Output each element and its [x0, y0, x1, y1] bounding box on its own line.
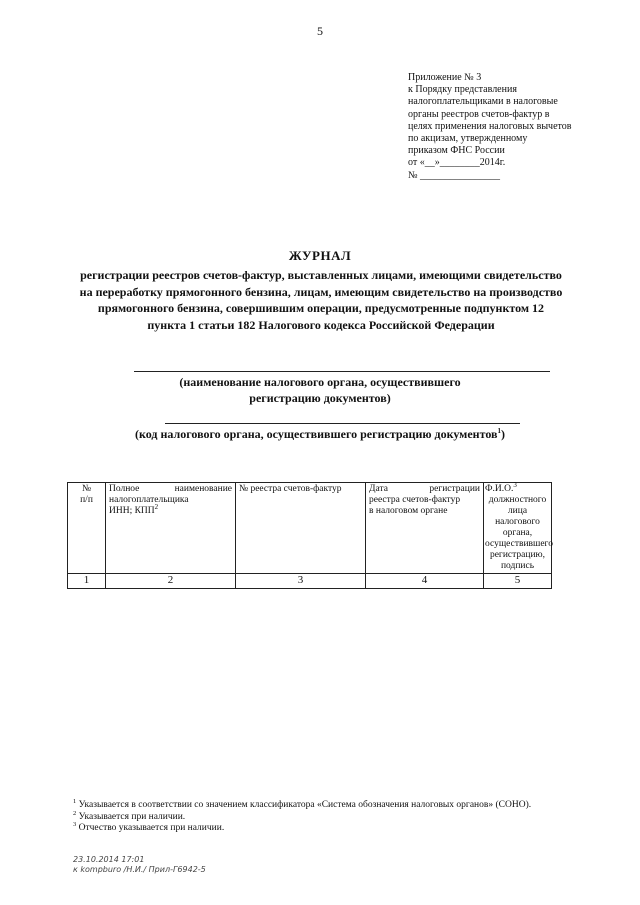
column-number: 4: [366, 574, 484, 589]
tax-authority-caption-line: регистрацию документов): [249, 391, 391, 405]
header-text: налогового органа,: [495, 517, 540, 538]
footnote-ref-2: 2: [154, 502, 159, 511]
header-text: №: [81, 484, 92, 494]
footnote: [73, 820, 633, 835]
appendix-line: от «__»________2014г.: [408, 157, 506, 169]
appendix-block: [408, 72, 628, 182]
header-text: подпись: [500, 561, 535, 571]
column-number: 3: [236, 574, 366, 589]
tax-code-line: [165, 423, 520, 424]
header-cell-taxpayer: [106, 483, 236, 574]
header-text: № реестра счетов-фактур: [239, 484, 342, 494]
page-number: 5: [317, 24, 323, 38]
print-stamp: [73, 855, 206, 875]
footnote-number: 3: [73, 820, 77, 828]
header-cell-registration-date: [366, 483, 484, 574]
appendix-line: органы реестров счетов-фактур в: [408, 108, 550, 120]
journal-table: [67, 482, 552, 589]
header-text: Ф.И.О.: [485, 484, 514, 494]
tax-authority-caption-line: (наименование налогового органа, осуществившего: [179, 375, 461, 389]
column-number: 2: [106, 574, 236, 589]
document-subtitle: регистрации реестров счетов-фактур, выставленных лицами, имеющими свидетельство на переработку прямогонного бензина, лицам, имеющим свидетельство на производство прямогонного бензина, совершившим операции, предусмотренные подпунктом 12 пункта 1 статьи 182 Налогового кодекса Российской Федерации: [79, 268, 563, 332]
footnote: [73, 809, 633, 824]
tax-code-caption: [0, 426, 640, 442]
header-cell-official: [484, 480, 553, 574]
footnote-number: 2: [73, 809, 77, 817]
stamp-file-reference: к kompburo /Н.И./ Прил-Г6942-5: [73, 865, 206, 874]
footnote-number: 1: [73, 797, 77, 805]
appendix-line: к Порядку представления: [408, 84, 517, 96]
footnote-ref-1: 1: [497, 427, 502, 435]
document-title: ЖУРНАЛ: [288, 248, 352, 263]
header-text-with-ref: [109, 502, 232, 517]
header-text: реестра счетов-фактур: [369, 495, 461, 505]
footnotes: [73, 797, 633, 835]
header-text: в налоговом органе: [369, 506, 448, 516]
header-text: п/п: [80, 495, 93, 505]
appendix-line: налогоплательщиками в налоговые: [408, 96, 558, 108]
footnote-text: Отчество указывается при наличии.: [76, 823, 225, 833]
tax-authority-name-line: [134, 371, 550, 372]
appendix-line: Приложение № 3: [408, 72, 482, 83]
stamp-timestamp: 23.10.2014 17:01: [73, 855, 145, 864]
tax-code-caption-text: (код налогового органа, осуществившего регистрацию документов: [134, 427, 498, 441]
header-text: Дата регистрации: [369, 484, 480, 494]
journal-header-row: [68, 483, 552, 574]
header-cell-number: [68, 483, 106, 574]
column-number: 1: [68, 574, 106, 589]
footnote: [73, 797, 633, 812]
footnote-text: Указывается при наличии.: [76, 811, 186, 822]
caption-close: ): [501, 427, 506, 441]
header-text: осуществившего: [485, 539, 553, 549]
header-text: налогоплательщика: [109, 495, 189, 505]
header-text: должностного лица: [488, 495, 547, 516]
header-text: регистрацию,: [489, 550, 546, 560]
header-cell-register-number: [236, 483, 366, 574]
header-text: Полное наименование: [109, 484, 232, 494]
footnote-ref-3: 3: [513, 480, 517, 489]
header-text: ИНН; КПП: [109, 506, 155, 516]
appendix-line: приказом ФНС России: [408, 145, 505, 157]
tax-authority-caption: [0, 374, 640, 406]
appendix-line: № ________________: [408, 169, 501, 181]
appendix-line: по акцизам, утвержденному: [408, 133, 528, 145]
column-number: 5: [484, 574, 552, 589]
footnote-text: Указывается в соответствии со значением классификатора «Система обозначения налоговых органов» (СОНО).: [76, 800, 532, 810]
appendix-line: целях применения налоговых вычетов: [408, 120, 572, 132]
journal-column-number-row: [68, 574, 552, 589]
header-text-with-ref: [485, 480, 550, 495]
